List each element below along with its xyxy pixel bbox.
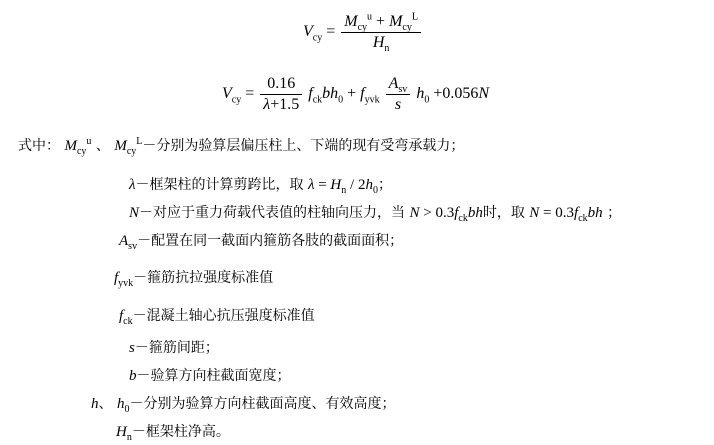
definition-fyvk: $f_{yvk}-$箍筋抗拉强度标准值 (114, 270, 274, 289)
definition-width: b－验算方向柱截面宽度； (129, 368, 291, 384)
equation-1: $V_{cy}$ = $\frac{M_{cy}^u + M_{cy}^L}{H_n}$ (303, 12, 423, 53)
definition-axial-force: N－对应于重力荷载代表值的柱轴向压力，当 $N > 0.3f_{ck}bh$时，取 $N = 0.3f_{ck}bh$ ； (129, 205, 622, 224)
definition-lambda: λ－框架柱的计算剪跨比，取 $\lambda = H_n / 2h_0$； (129, 177, 392, 196)
definition-heights: h、 $h_0-$分别为验算方向柱截面高度、有效高度； (91, 396, 396, 415)
equation-2-coefficient: $\frac{0.16}{\lambda+1.5}$ (260, 74, 302, 115)
definition-asv: $A_{sv}-$配置在同一截面内箍筋各肢的截面面积； (119, 233, 404, 252)
definition-fck: $f_{ck}-$混凝土轴心抗压强度标准值 (119, 308, 315, 327)
equation-2: $V_{cy}$ = $\frac{0.16}{\lambda+1.5}$ $f_{ck}bh_0 + f_{yvk}$ $\frac{A_{sv}}{s}$ $h_0 +0.056N$ (222, 75, 490, 113)
definition-clear-height: $H_n-$框架柱净高。 (116, 424, 230, 443)
equation-2-asv-fraction: $\frac{A_{sv}}{s}$ (386, 74, 411, 115)
definition-moments: 式中： $M_{cy}^u$ 、 $M_{cy}^L-$分别为验算层偏压柱上、下端的现有受弯承载力； (18, 136, 465, 157)
definition-spacing: s－箍筋间距； (129, 340, 219, 356)
equation-1-fraction: $\frac{M_{cy}^u + M_{cy}^L}{H_n}$ (341, 12, 421, 53)
